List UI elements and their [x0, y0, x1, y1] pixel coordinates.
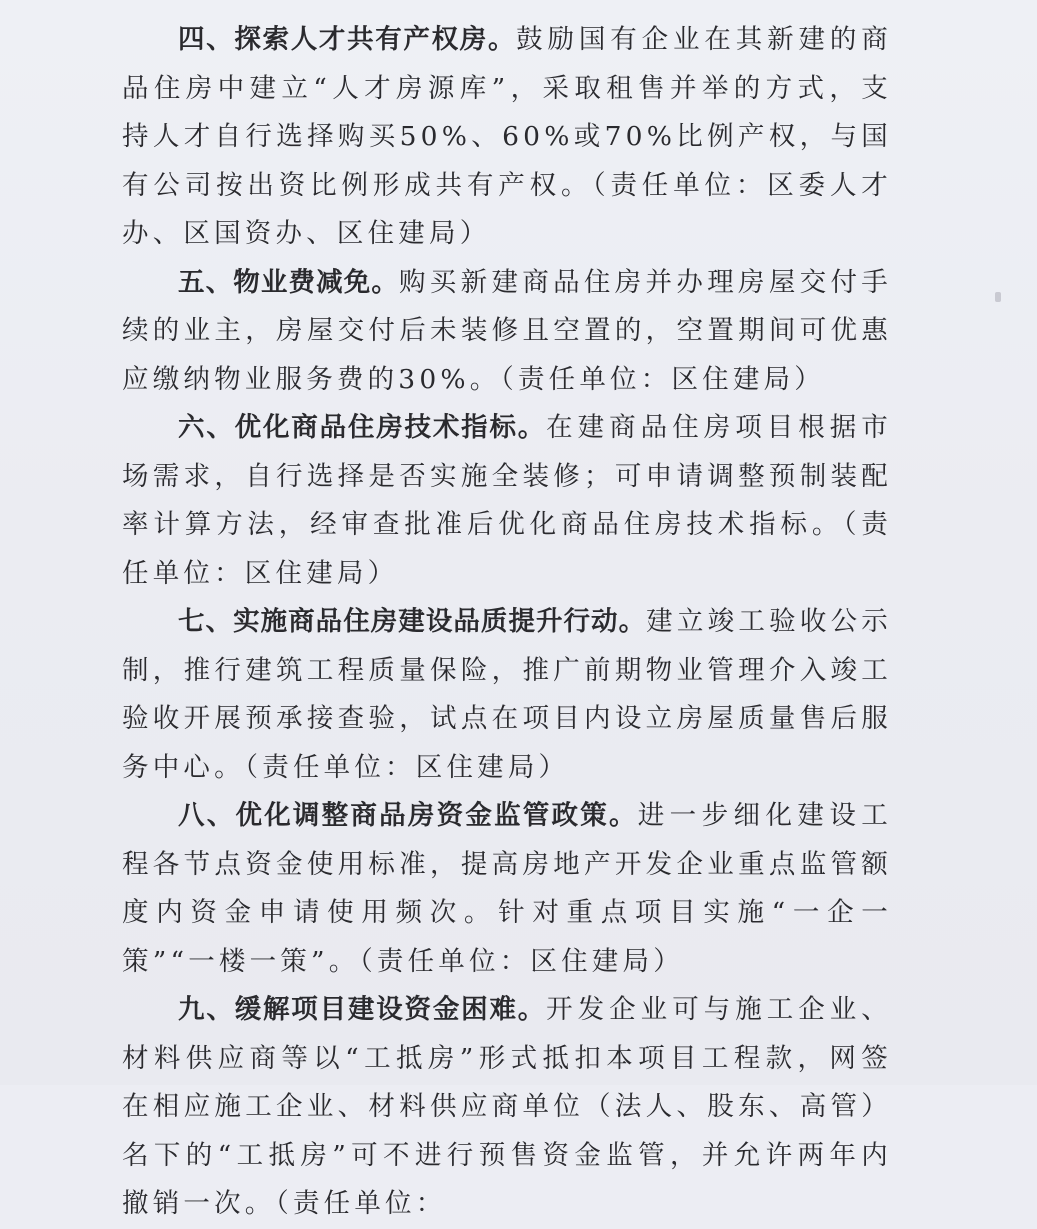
- paragraph-heading: 五、物业费减免。: [178, 266, 399, 298]
- paragraph-heading: 九、缓解项目建设资金困难。: [178, 994, 547, 1025]
- paragraph-text: 进一步细化建设工程各节点资金使用标准，提高房地产开发企业重点监管额度内资金申请使用频次。针对重点项目实施“一企一策”“一楼一策”。（责任单位：区住建局）: [122, 800, 892, 977]
- paragraph-fund-supervision: [122, 792, 892, 986]
- paragraph-heading: 四、探索人才共有产权房。: [178, 24, 517, 55]
- paragraph-technical-indicators: [122, 404, 892, 598]
- paragraph-construction-funding: [122, 986, 892, 1229]
- paragraph-talent-shared-housing: [122, 16, 892, 259]
- paragraph-heading: 六、优化商品住房技术指标。: [178, 412, 547, 443]
- paragraph-quality-improvement: [122, 598, 892, 792]
- paragraph-text: 鼓励国有企业在其新建的商品住房中建立“人才房源库”，采取租售并举的方式，支持人才自行选择购买50%、60%或70%比例产权，与国有公司按出资比例形成共有产权。（责任单位：区委人才办、区国资办、区住建局）: [122, 24, 892, 249]
- paragraph-text: 建立竣工验收公示制，推行建筑工程质量保险，推广前期物业管理介入竣工验收开展预承接查验，试点在项目内设立房屋质量售后服务中心。（责任单位：区住建局）: [122, 606, 893, 783]
- paragraph-text: 购买新建商品住房并办理房屋交付手续的业主，房屋交付后未装修且空置的，空置期间可优惠应缴纳物业服务费的30%。（责任单位：区住建局）: [122, 266, 893, 395]
- paragraph-text: 开发企业可与施工企业、材料供应商等以“工抵房”形式抵扣本项目工程款，网签在相应施工企业、材料供应商单位（法人、股东、高管）名下的“工抵房”可不进行预售资金监管，并允许两年内撤销一次。（责任单位：: [122, 994, 892, 1219]
- document-body: [122, 16, 892, 1229]
- paper-mark: [995, 292, 1001, 302]
- paragraph-heading: 八、优化调整商品房资金监管政策。: [178, 800, 638, 831]
- paragraph-text: 在建商品住房项目根据市场需求，自行选择是否实施全装修；可申请调整预制装配率计算方法，经审查批准后优化商品住房技术指标。（责任单位：区住建局）: [122, 412, 892, 589]
- paragraph-heading: 七、实施商品住房建设品质提升行动。: [178, 606, 647, 637]
- paragraph-property-fee-reduction: [122, 259, 892, 405]
